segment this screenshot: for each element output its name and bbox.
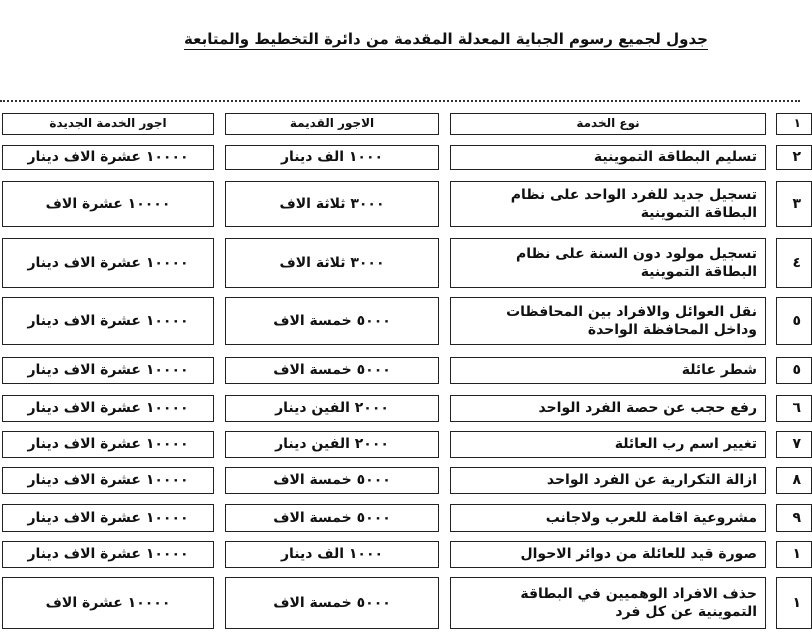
service-cell: مشروعية اقامة للعرب ولاجانب [450, 504, 766, 532]
table-row [0, 541, 800, 568]
header-new-fee: اجور الخدمة الجديدة [2, 113, 214, 135]
old-fee-cell: ١٠٠٠ الف دينار [225, 541, 439, 568]
old-fee-cell: ١٠٠٠ الف دينار [225, 145, 439, 170]
row-number-cell: ١ [776, 541, 812, 568]
new-fee-cell: ١٠٠٠٠ عشرة الاف دينار [2, 297, 214, 345]
row-number-cell: ٨ [776, 467, 812, 494]
header-service-type: نوع الخدمة [450, 113, 766, 135]
table-row [0, 577, 800, 629]
old-fee-cell: ٥٠٠٠ خمسة الاف [225, 297, 439, 345]
new-fee-cell: ١٠٠٠٠ عشرة الاف دينار [2, 395, 214, 422]
table-row [0, 467, 800, 494]
row-number-cell: ٢ [776, 145, 812, 170]
new-fee-cell: ١٠٠٠٠ عشرة الاف [2, 577, 214, 629]
old-fee-cell: ٣٠٠٠ ثلاثة الاف [225, 238, 439, 288]
old-fee-cell: ٥٠٠٠ خمسة الاف [225, 467, 439, 494]
old-fee-cell: ٢٠٠٠ الفين دينار [225, 395, 439, 422]
row-number-cell: ٩ [776, 504, 812, 532]
new-fee-cell: ١٠٠٠٠ عشرة الاف دينار [2, 504, 214, 532]
new-fee-cell: ١٠٠٠٠ عشرة الاف [2, 181, 214, 227]
table-row [0, 297, 800, 345]
service-cell: تسليم البطاقة التموينية [450, 145, 766, 170]
top-divider [0, 100, 800, 102]
service-cell: تسجيل جديد للفرد الواحد على نظام البطاقة التموينية [450, 181, 766, 227]
service-cell: شطر عائلة [450, 357, 766, 384]
header-old-fee: الاجور القديمة [225, 113, 439, 135]
old-fee-cell: ٢٠٠٠ الفين دينار [225, 431, 439, 458]
row-number-cell: ٤ [776, 238, 812, 288]
document-title: جدول لجميع رسوم الجباية المعدلة المقدمة من دائرة التخطيط والمتابعة [184, 30, 708, 48]
table-row [0, 238, 800, 288]
new-fee-cell: ١٠٠٠٠ عشرة الاف دينار [2, 541, 214, 568]
old-fee-cell: ٥٠٠٠ خمسة الاف [225, 504, 439, 532]
row-number-cell: ٦ [776, 395, 812, 422]
old-fee-cell: ٣٠٠٠ ثلاثة الاف [225, 181, 439, 227]
new-fee-cell: ١٠٠٠٠ عشرة الاف دينار [2, 357, 214, 384]
header-number: ١ [776, 113, 812, 135]
service-cell: ازالة التكرارية عن الفرد الواحد [450, 467, 766, 494]
table-row [0, 431, 800, 458]
new-fee-cell: ١٠٠٠٠ عشرة الاف دينار [2, 238, 214, 288]
service-cell: تسجيل مولود دون السنة على نظام البطاقة التموينية [450, 238, 766, 288]
old-fee-cell: ٥٠٠٠ خمسة الاف [225, 357, 439, 384]
row-number-cell: ٥ [776, 357, 812, 384]
table-row [0, 145, 800, 170]
row-number-cell: ٣ [776, 181, 812, 227]
row-number-cell: ٥ [776, 297, 812, 345]
service-cell: صورة قيد للعائلة من دوائر الاحوال [450, 541, 766, 568]
service-cell: نقل العوائل والافراد بين المحافظات وداخل المحافظة الواحدة [450, 297, 766, 345]
row-number-cell: ١ [776, 577, 812, 629]
new-fee-cell: ١٠٠٠٠ عشرة الاف دينار [2, 145, 214, 170]
table-header-row [0, 113, 800, 135]
table-row [0, 504, 800, 532]
table-row [0, 181, 800, 227]
table-row [0, 357, 800, 384]
table-row [0, 395, 800, 422]
service-cell: حذف الافراد الوهميين في البطاقة التموينية عن كل فرد [450, 577, 766, 629]
row-number-cell: ٧ [776, 431, 812, 458]
new-fee-cell: ١٠٠٠٠ عشرة الاف دينار [2, 431, 214, 458]
new-fee-cell: ١٠٠٠٠ عشرة الاف دينار [2, 467, 214, 494]
service-cell: تغيير اسم رب العائلة [450, 431, 766, 458]
service-cell: رفع حجب عن حصة الفرد الواحد [450, 395, 766, 422]
old-fee-cell: ٥٠٠٠ خمسة الاف [225, 577, 439, 629]
